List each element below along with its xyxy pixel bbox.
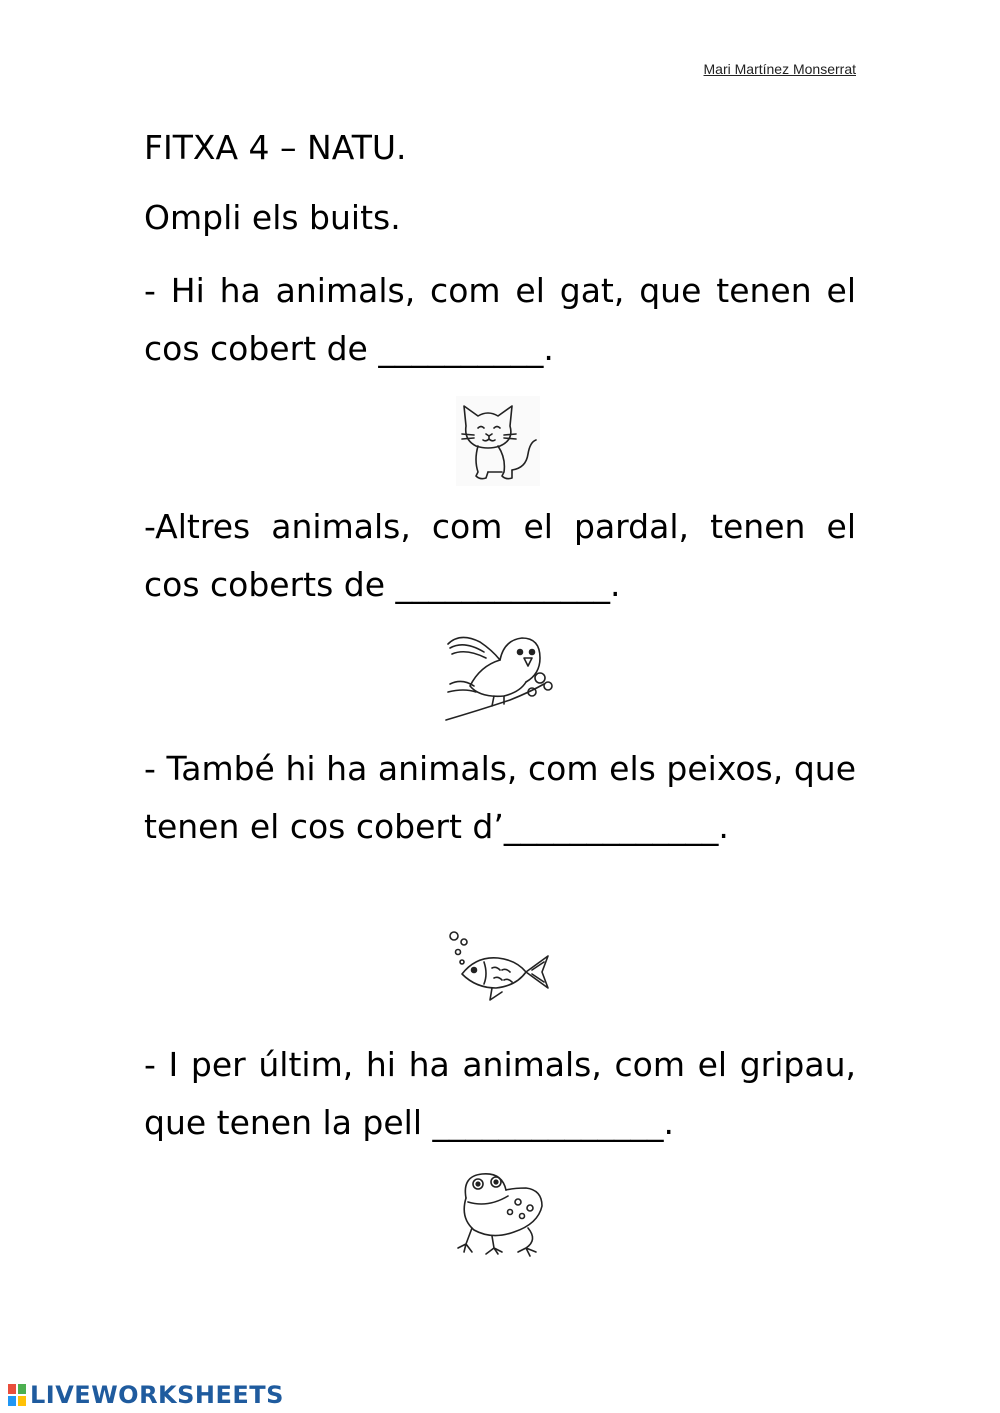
author-name: Mari Martínez Monserrat xyxy=(703,61,856,77)
worksheet-title: FITXA 4 – NATU. xyxy=(144,128,407,167)
bird-icon xyxy=(440,626,560,726)
liveworksheets-brand-text: LIVEWORKSHEETS xyxy=(30,1381,284,1409)
question-1-text: - Hi ha animals, com el gat, que tenen el cos cobert de __________. xyxy=(144,271,856,368)
frog-icon xyxy=(452,1168,550,1258)
liveworksheets-logo xyxy=(8,1380,284,1410)
fish-icon xyxy=(446,930,552,1004)
question-2-text: -Altres animals, com el pardal, tenen el cos coberts de _____________. xyxy=(144,507,856,604)
instruction-text: Ompli els buits. xyxy=(144,198,401,237)
cat-icon xyxy=(456,396,540,486)
question-3-text: - També hi ha animals, com els peixos, que tenen el cos cobert d’_____________. xyxy=(144,749,856,846)
question-4-text: - I per últim, hi ha animals, com el gripau, que tenen la pell ______________. xyxy=(144,1045,856,1142)
liveworksheets-logo-icon xyxy=(8,1384,26,1406)
